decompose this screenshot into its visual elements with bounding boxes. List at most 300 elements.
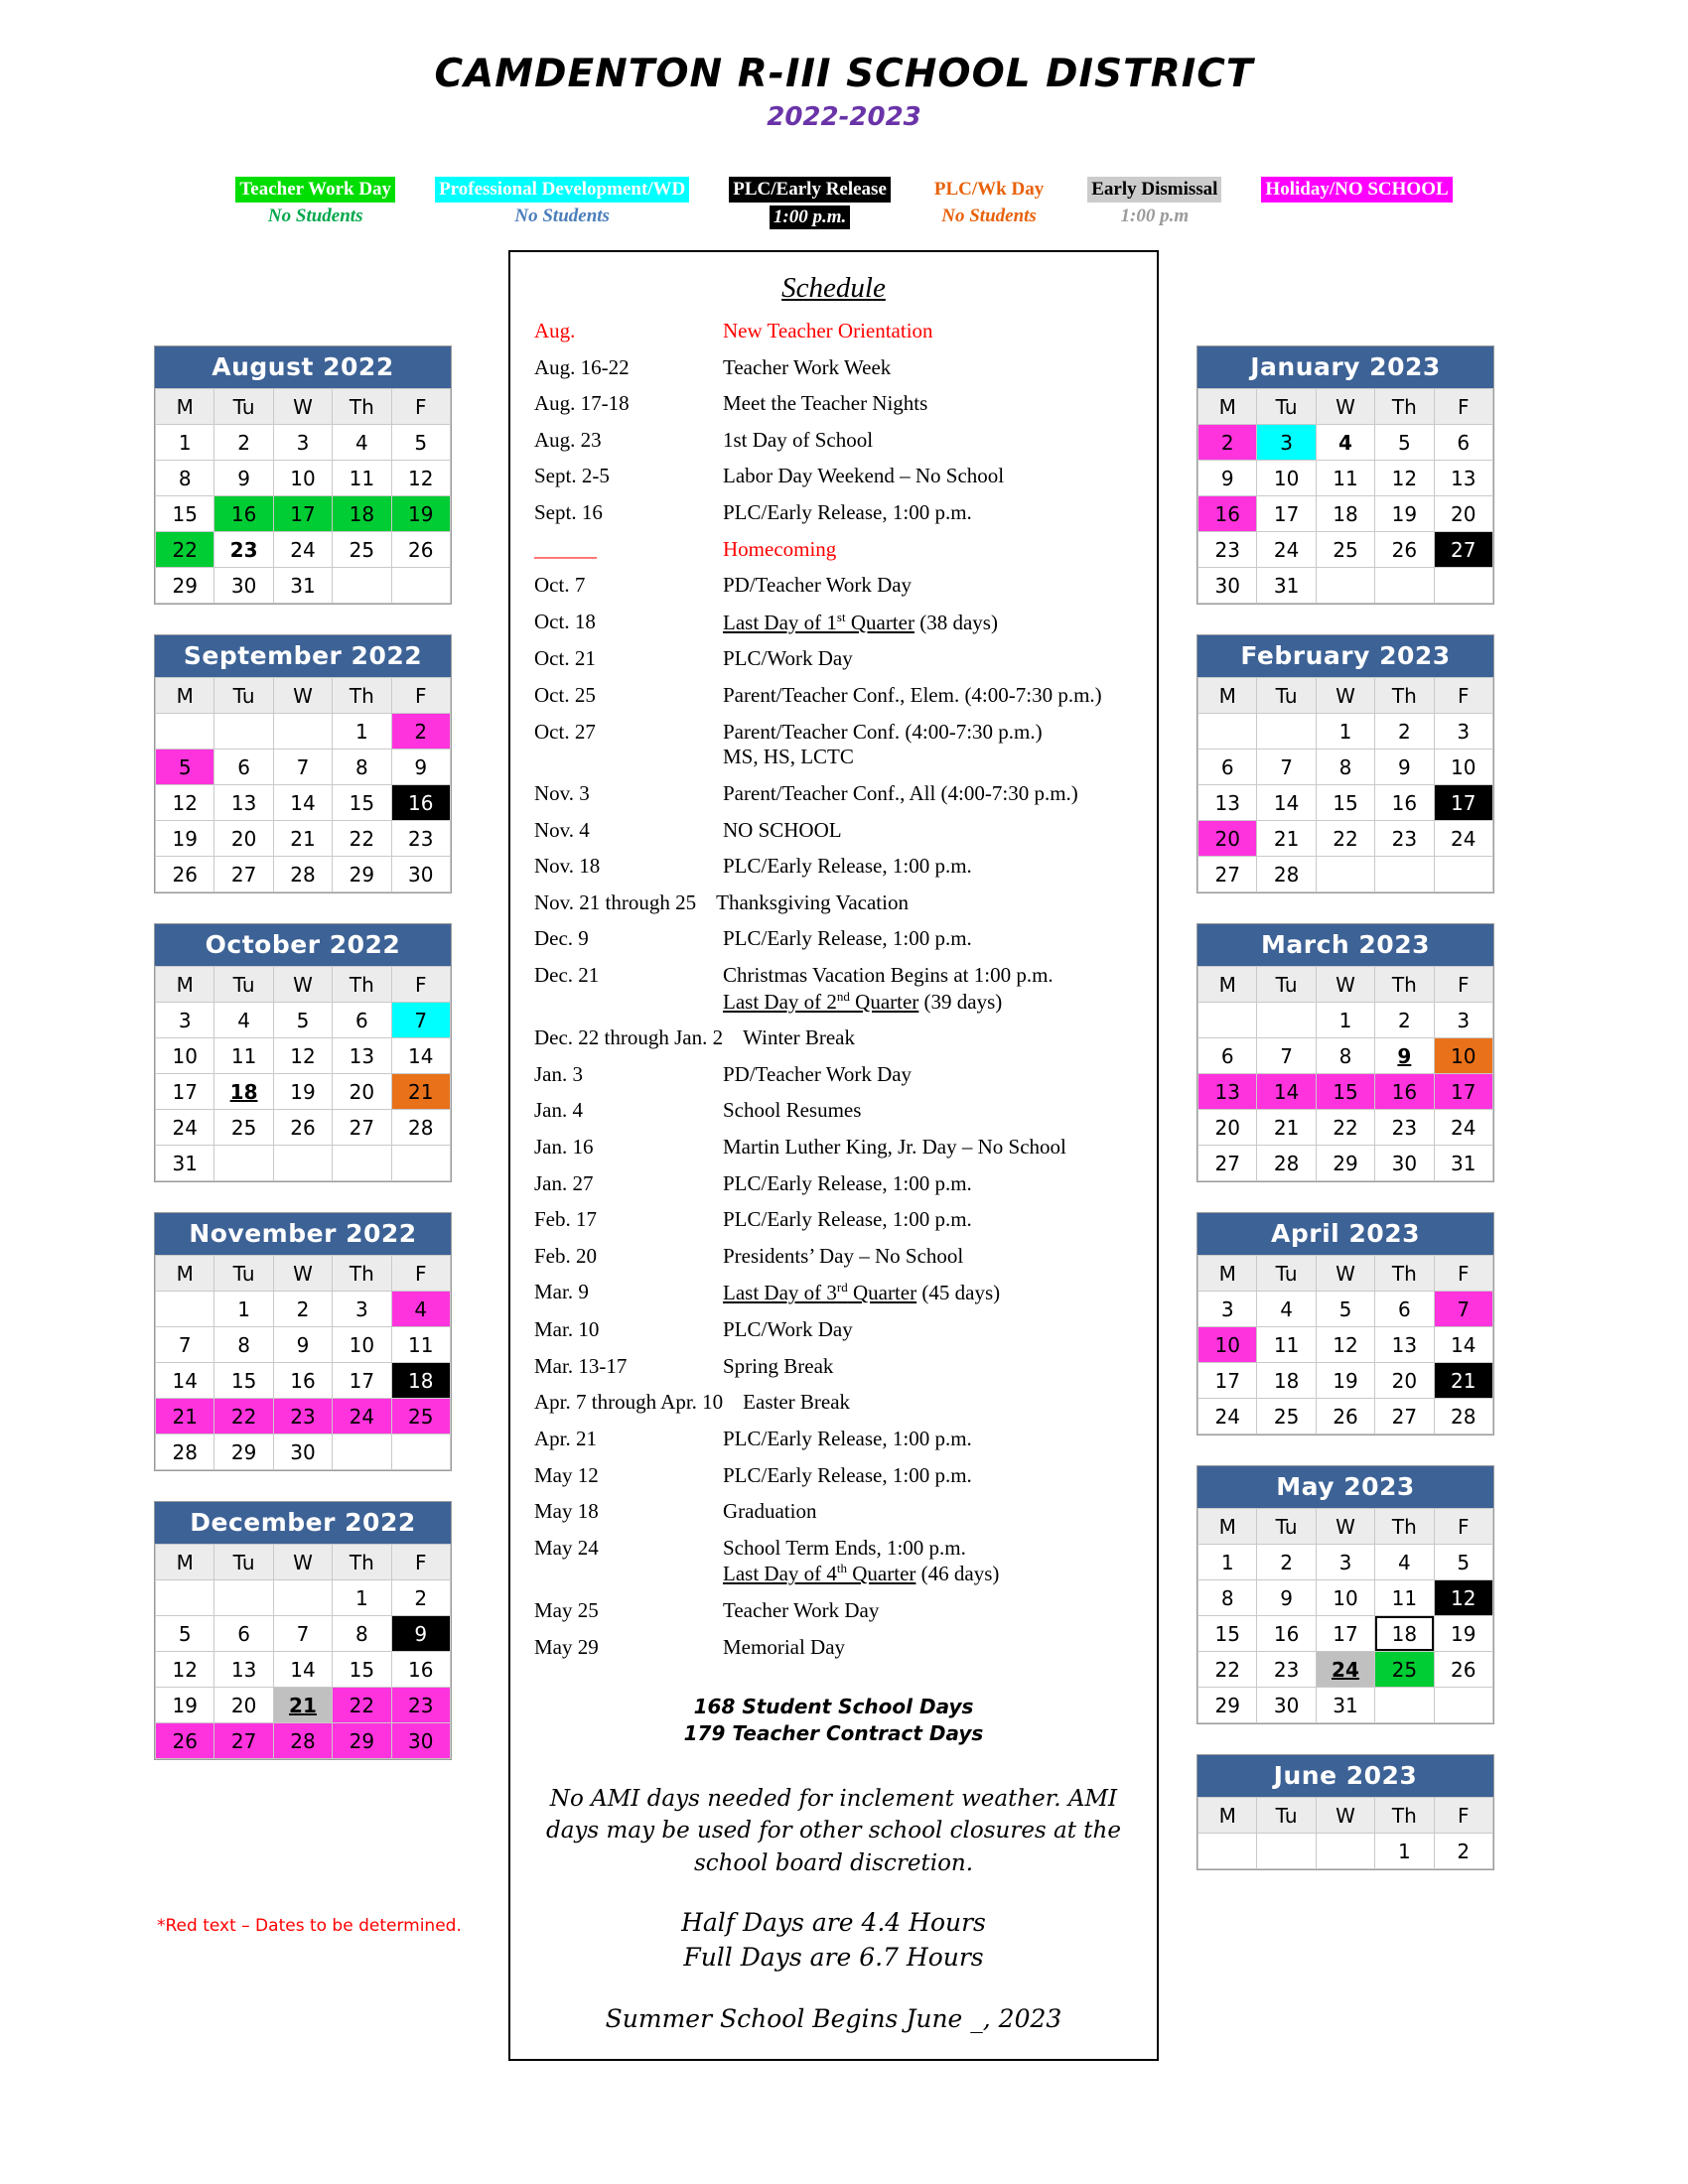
day-cell[interactable]: 24 xyxy=(273,532,332,568)
weekday-header-cell: Th xyxy=(1375,1509,1434,1545)
day-cell[interactable]: 30 xyxy=(214,568,273,604)
schedule-row xyxy=(528,646,1139,672)
day-cell[interactable]: 11 xyxy=(214,1038,273,1074)
day-cell[interactable]: 4 xyxy=(1316,425,1374,461)
day-cell[interactable]: 6 xyxy=(214,1616,273,1652)
weekday-header-cell: Tu xyxy=(214,967,273,1003)
day-cell[interactable]: 19 xyxy=(273,1074,332,1110)
day-cell[interactable]: 30 xyxy=(1375,1146,1434,1181)
empty-day-cell xyxy=(333,1434,391,1470)
week-row xyxy=(1198,857,1493,892)
day-cell[interactable]: 8 xyxy=(333,750,391,785)
day-cell[interactable]: 4 xyxy=(333,425,391,461)
day-cell[interactable]: 28 xyxy=(156,1434,214,1470)
day-cell[interactable]: 16 xyxy=(1375,1074,1434,1110)
day-cell[interactable]: 23 xyxy=(1375,1110,1434,1146)
empty-day-cell xyxy=(333,1146,391,1181)
day-cell[interactable]: 17 xyxy=(333,1363,391,1399)
day-cell[interactable]: 21 xyxy=(156,1399,214,1434)
day-cell[interactable]: 30 xyxy=(1198,568,1257,604)
day-cell[interactable]: 13 xyxy=(214,1652,273,1688)
day-cell[interactable]: 8 xyxy=(214,1327,273,1363)
day-cell[interactable]: 6 xyxy=(1375,1292,1434,1327)
day-cell[interactable]: 29 xyxy=(333,1723,391,1759)
day-cell[interactable]: 20 xyxy=(214,821,273,857)
day-cell[interactable]: 28 xyxy=(1257,857,1316,892)
teacher-days-total: 179 Teacher Contract Days xyxy=(683,1721,984,1746)
schedule-row xyxy=(528,1171,1139,1197)
day-cell[interactable]: 29 xyxy=(333,857,391,892)
day-cell[interactable]: 25 xyxy=(1257,1399,1316,1434)
day-cell[interactable]: 4 xyxy=(1257,1292,1316,1327)
day-cell[interactable]: 5 xyxy=(156,1616,214,1652)
day-cell[interactable]: 6 xyxy=(333,1003,391,1038)
day-cell[interactable]: 8 xyxy=(333,1616,391,1652)
day-cell[interactable]: 7 xyxy=(273,1616,332,1652)
day-cell[interactable]: 7 xyxy=(1434,1292,1492,1327)
day-cell[interactable]: 28 xyxy=(273,1723,332,1759)
day-cell[interactable]: 8 xyxy=(1198,1580,1257,1616)
day-cell[interactable]: 7 xyxy=(1257,750,1316,785)
day-cell[interactable]: 26 xyxy=(1316,1399,1374,1434)
day-cell[interactable]: 17 xyxy=(1257,496,1316,532)
month-grid xyxy=(155,388,451,604)
weekday-header-cell: M xyxy=(1198,1256,1257,1292)
day-cell[interactable]: 19 xyxy=(1316,1363,1374,1399)
day-cell[interactable]: 15 xyxy=(214,1363,273,1399)
day-cell[interactable]: 23 xyxy=(391,821,450,857)
day-cell[interactable]: 2 xyxy=(1257,1545,1316,1580)
legend-item-4 xyxy=(1087,177,1221,227)
day-cell[interactable]: 4 xyxy=(1375,1545,1434,1580)
day-cell[interactable]: 1 xyxy=(1375,1834,1434,1869)
day-cell[interactable]: 1 xyxy=(1198,1545,1257,1580)
day-cell[interactable]: 4 xyxy=(214,1003,273,1038)
day-cell[interactable]: 1 xyxy=(214,1292,273,1327)
weekday-header-cell: Th xyxy=(1375,967,1434,1003)
day-cell[interactable]: 14 xyxy=(1257,1074,1316,1110)
day-cell[interactable]: 21 xyxy=(1257,821,1316,857)
day-cell[interactable]: 25 xyxy=(333,532,391,568)
day-cell[interactable]: 10 xyxy=(1434,750,1492,785)
legend-chip-sublabel: No Students xyxy=(941,205,1037,226)
week-row xyxy=(1198,1545,1493,1580)
day-cell[interactable]: 10 xyxy=(1316,1580,1374,1616)
day-cell[interactable]: 9 xyxy=(1257,1580,1316,1616)
day-cell[interactable]: 26 xyxy=(391,532,450,568)
day-cell[interactable]: 17 xyxy=(1198,1363,1257,1399)
weekday-header-row xyxy=(1198,967,1493,1003)
day-cell[interactable]: 30 xyxy=(391,1723,450,1759)
day-cell[interactable]: 19 xyxy=(156,1688,214,1723)
day-cell[interactable]: 31 xyxy=(273,568,332,604)
schedule-row-date: Oct. 21 xyxy=(534,646,596,671)
day-cell[interactable]: 13 xyxy=(1375,1327,1434,1363)
day-cell[interactable]: 3 xyxy=(1434,714,1492,750)
day-cell[interactable]: 1 xyxy=(333,714,391,750)
schedule-row-date: Mar. 9 xyxy=(534,1280,589,1304)
schedule-row xyxy=(528,355,1139,381)
day-cell[interactable]: 13 xyxy=(1198,1074,1257,1110)
day-cell[interactable]: 5 xyxy=(1316,1292,1374,1327)
day-cell[interactable]: 22 xyxy=(1316,821,1374,857)
day-cell[interactable]: 1 xyxy=(1316,714,1374,750)
weekday-header-cell: Tu xyxy=(214,1545,273,1580)
day-cell[interactable]: 10 xyxy=(1198,1327,1257,1363)
empty-day-cell xyxy=(156,1292,214,1327)
day-cell[interactable]: 9 xyxy=(1198,461,1257,496)
day-cell[interactable]: 2 xyxy=(391,1580,450,1616)
day-cell[interactable]: 18 xyxy=(1375,1616,1434,1652)
day-cell[interactable]: 24 xyxy=(1316,1652,1374,1688)
day-cell[interactable]: 7 xyxy=(391,1003,450,1038)
day-cell[interactable]: 6 xyxy=(214,750,273,785)
weekday-header-cell: W xyxy=(1316,1256,1374,1292)
month-card xyxy=(1196,345,1494,605)
day-cell[interactable]: 9 xyxy=(214,461,273,496)
day-cell[interactable]: 16 xyxy=(1257,1616,1316,1652)
day-cell[interactable]: 28 xyxy=(1434,1399,1492,1434)
day-cell[interactable]: 20 xyxy=(1198,1110,1257,1146)
legend-chip-label: Professional Development/WD xyxy=(435,177,689,203)
day-cell[interactable]: 3 xyxy=(1257,425,1316,461)
day-cell[interactable]: 20 xyxy=(1434,496,1492,532)
day-cell[interactable]: 15 xyxy=(333,1652,391,1688)
month-grid xyxy=(1197,966,1493,1181)
day-cell[interactable]: 22 xyxy=(333,1688,391,1723)
month-card xyxy=(1196,1754,1494,1870)
week-row xyxy=(156,568,451,604)
day-cell[interactable]: 26 xyxy=(1434,1652,1492,1688)
weekday-header-cell: M xyxy=(156,389,214,425)
day-cell[interactable]: 26 xyxy=(156,1723,214,1759)
day-cell[interactable]: 12 xyxy=(156,1652,214,1688)
day-cell[interactable]: 25 xyxy=(1375,1652,1434,1688)
day-cell[interactable]: 14 xyxy=(273,785,332,821)
day-cell[interactable]: 20 xyxy=(1375,1363,1434,1399)
day-cell[interactable]: 8 xyxy=(1316,750,1374,785)
day-cell[interactable]: 15 xyxy=(156,496,214,532)
weekday-header-cell: F xyxy=(1434,389,1492,425)
weekday-header-cell: Tu xyxy=(214,389,273,425)
day-cell[interactable]: 27 xyxy=(333,1110,391,1146)
schedule-row-date: Dec. 21 xyxy=(534,962,600,987)
day-cell[interactable]: 10 xyxy=(273,461,332,496)
day-cell[interactable]: 16 xyxy=(214,496,273,532)
day-cell[interactable]: 22 xyxy=(333,821,391,857)
weekday-header-cell: W xyxy=(1316,1509,1374,1545)
day-cell[interactable]: 2 xyxy=(1375,1003,1434,1038)
week-row xyxy=(156,1003,451,1038)
day-cell[interactable]: 23 xyxy=(1198,532,1257,568)
weekday-header-cell: F xyxy=(391,1256,450,1292)
day-cell[interactable]: 29 xyxy=(156,568,214,604)
day-cell[interactable]: 6 xyxy=(1198,750,1257,785)
day-cell[interactable]: 2 xyxy=(273,1292,332,1327)
day-cell[interactable]: 21 xyxy=(1434,1363,1492,1399)
day-cell[interactable]: 5 xyxy=(1434,1545,1492,1580)
day-cell[interactable]: 24 xyxy=(1434,1110,1492,1146)
day-cell[interactable]: 25 xyxy=(214,1110,273,1146)
day-cell[interactable]: 7 xyxy=(156,1327,214,1363)
week-row xyxy=(1198,750,1493,785)
day-cell[interactable]: 13 xyxy=(333,1038,391,1074)
day-cell[interactable]: 10 xyxy=(1434,1038,1492,1074)
day-cell[interactable]: 13 xyxy=(1198,785,1257,821)
schedule-row-date: Feb. 17 xyxy=(534,1207,597,1232)
week-row xyxy=(1198,1327,1493,1363)
day-cell[interactable]: 23 xyxy=(391,1688,450,1723)
day-cell[interactable]: 7 xyxy=(273,750,332,785)
day-cell[interactable]: 18 xyxy=(1257,1363,1316,1399)
day-cell[interactable]: 2 xyxy=(214,425,273,461)
weekday-header-cell: Tu xyxy=(1257,1798,1316,1834)
day-cell[interactable]: 3 xyxy=(1316,1545,1374,1580)
day-cell[interactable]: 7 xyxy=(1257,1038,1316,1074)
day-cell[interactable]: 8 xyxy=(1316,1038,1374,1074)
day-cell[interactable]: 27 xyxy=(1198,1146,1257,1181)
day-cell[interactable]: 18 xyxy=(214,1074,273,1110)
empty-day-cell xyxy=(273,714,332,750)
day-cell[interactable]: 18 xyxy=(333,496,391,532)
day-cell[interactable]: 2 xyxy=(1434,1834,1492,1869)
day-cell[interactable]: 13 xyxy=(1434,461,1492,496)
day-cell[interactable]: 17 xyxy=(273,496,332,532)
day-cell[interactable]: 3 xyxy=(156,1003,214,1038)
day-cell[interactable]: 14 xyxy=(156,1363,214,1399)
day-cell[interactable]: 19 xyxy=(1375,496,1434,532)
schedule-row xyxy=(528,1244,1139,1270)
day-cell[interactable]: 27 xyxy=(214,1723,273,1759)
day-cell[interactable]: 23 xyxy=(214,532,273,568)
day-cell[interactable]: 15 xyxy=(1316,785,1374,821)
day-cell[interactable]: 17 xyxy=(1434,1074,1492,1110)
schedule-row xyxy=(528,890,1139,916)
weekday-header-cell: Tu xyxy=(1257,1256,1316,1292)
student-days-total: 168 Student School Days xyxy=(693,1695,974,1719)
schedule-row-description: PLC/Early Release, 1:00 p.m. xyxy=(723,1426,972,1450)
day-cell[interactable]: 5 xyxy=(156,750,214,785)
day-cell[interactable]: 8 xyxy=(156,461,214,496)
weekday-header-cell: Th xyxy=(1375,1798,1434,1834)
day-cell[interactable]: 25 xyxy=(391,1399,450,1434)
day-cell[interactable]: 10 xyxy=(1257,461,1316,496)
day-cell[interactable]: 18 xyxy=(1316,496,1374,532)
day-cell[interactable]: 12 xyxy=(391,461,450,496)
day-cell[interactable]: 21 xyxy=(273,821,332,857)
day-cell[interactable]: 16 xyxy=(1375,785,1434,821)
day-cell[interactable]: 20 xyxy=(333,1074,391,1110)
day-cell[interactable]: 19 xyxy=(391,496,450,532)
day-cell[interactable]: 22 xyxy=(214,1399,273,1434)
weekday-header-cell: M xyxy=(1198,389,1257,425)
day-cell[interactable]: 14 xyxy=(1434,1327,1492,1363)
schedule-row-date: Sept. 2-5 xyxy=(534,464,610,488)
day-cell[interactable]: 14 xyxy=(391,1038,450,1074)
month-grid xyxy=(155,677,451,892)
month-card xyxy=(1196,634,1494,893)
day-cell[interactable]: 19 xyxy=(156,821,214,857)
day-cell[interactable]: 1 xyxy=(1316,1003,1374,1038)
day-cell[interactable]: 19 xyxy=(1434,1616,1492,1652)
week-row xyxy=(1198,821,1493,857)
day-cell[interactable]: 12 xyxy=(273,1038,332,1074)
day-cell[interactable]: 6 xyxy=(1198,1038,1257,1074)
day-cell[interactable]: 9 xyxy=(391,1616,450,1652)
day-cell[interactable]: 29 xyxy=(1316,1146,1374,1181)
day-cell[interactable]: 28 xyxy=(391,1110,450,1146)
day-cell[interactable]: 10 xyxy=(156,1038,214,1074)
day-cell[interactable]: 22 xyxy=(1316,1110,1374,1146)
weekday-header-cell: Th xyxy=(1375,678,1434,714)
day-cell[interactable]: 10 xyxy=(333,1327,391,1363)
day-cell[interactable]: 30 xyxy=(391,857,450,892)
day-cell[interactable]: 23 xyxy=(1375,821,1434,857)
schedule-row xyxy=(528,1463,1139,1489)
schedule-row-description: Teacher Work Week xyxy=(723,354,892,379)
day-cell[interactable]: 27 xyxy=(1198,857,1257,892)
day-cell[interactable]: 12 xyxy=(1375,461,1434,496)
day-cell[interactable]: 1 xyxy=(156,425,214,461)
schedule-row-description: Meet the Teacher Nights xyxy=(723,391,928,416)
day-cell[interactable]: 18 xyxy=(391,1363,450,1399)
schedule-row-description: Memorial Day xyxy=(723,1634,846,1659)
day-hours xyxy=(528,1905,1139,1975)
day-cell[interactable]: 24 xyxy=(156,1110,214,1146)
day-cell[interactable]: 27 xyxy=(1434,532,1492,568)
day-cell[interactable]: 15 xyxy=(1198,1616,1257,1652)
day-cell[interactable]: 3 xyxy=(333,1292,391,1327)
weekday-header-cell: Th xyxy=(333,967,391,1003)
day-cell[interactable]: 31 xyxy=(1257,568,1316,604)
day-cell[interactable]: 9 xyxy=(1375,1038,1434,1074)
weekday-header-cell: M xyxy=(1198,678,1257,714)
day-cell[interactable]: 12 xyxy=(156,785,214,821)
day-cell[interactable]: 6 xyxy=(1434,425,1492,461)
empty-day-cell xyxy=(1375,857,1434,892)
schedule-rows xyxy=(528,319,1139,1660)
day-cell[interactable]: 9 xyxy=(1375,750,1434,785)
day-cell[interactable]: 16 xyxy=(1198,496,1257,532)
day-cell[interactable]: 12 xyxy=(1316,1327,1374,1363)
day-cell[interactable]: 16 xyxy=(391,785,450,821)
day-cell[interactable]: 11 xyxy=(1316,461,1374,496)
day-cell[interactable]: 5 xyxy=(273,1003,332,1038)
day-cell[interactable]: 24 xyxy=(333,1399,391,1434)
school-year-subtitle: 2022-2023 xyxy=(767,102,921,132)
day-cell[interactable]: 17 xyxy=(1316,1616,1374,1652)
day-cell[interactable]: 14 xyxy=(1257,785,1316,821)
day-cell[interactable]: 9 xyxy=(273,1327,332,1363)
week-row xyxy=(1198,1003,1493,1038)
day-cell[interactable]: 26 xyxy=(273,1110,332,1146)
month-grid xyxy=(1197,1508,1493,1723)
day-cell[interactable]: 11 xyxy=(391,1327,450,1363)
empty-day-cell xyxy=(1434,568,1492,604)
day-cell[interactable]: 31 xyxy=(1434,1146,1492,1181)
schedule-row-date: Jan. 16 xyxy=(534,1135,594,1160)
day-cell[interactable]: 4 xyxy=(391,1292,450,1327)
day-cell[interactable]: 22 xyxy=(156,532,214,568)
day-cell[interactable]: 29 xyxy=(214,1434,273,1470)
schedule-row-date: Mar. 10 xyxy=(534,1317,600,1342)
day-cell[interactable]: 12 xyxy=(1434,1580,1492,1616)
day-cell[interactable]: 15 xyxy=(333,785,391,821)
day-cell[interactable]: 31 xyxy=(156,1146,214,1181)
day-cell[interactable]: 17 xyxy=(1434,785,1492,821)
day-cell[interactable]: 27 xyxy=(214,857,273,892)
schedule-row-date: Nov. 18 xyxy=(534,854,601,879)
empty-day-cell xyxy=(1434,1688,1492,1723)
day-cell[interactable]: 22 xyxy=(1198,1652,1257,1688)
day-cell[interactable]: 15 xyxy=(1316,1074,1374,1110)
week-row xyxy=(1198,1292,1493,1327)
day-cell[interactable]: 2 xyxy=(1198,425,1257,461)
day-cell[interactable]: 20 xyxy=(214,1688,273,1723)
day-cell[interactable]: 16 xyxy=(273,1363,332,1399)
day-cell[interactable]: 30 xyxy=(273,1434,332,1470)
day-cell[interactable]: 20 xyxy=(1198,821,1257,857)
day-cell[interactable]: 25 xyxy=(1316,532,1374,568)
day-cell[interactable]: 31 xyxy=(1316,1688,1374,1723)
day-cell[interactable]: 23 xyxy=(1257,1652,1316,1688)
day-cell[interactable]: 24 xyxy=(1434,821,1492,857)
day-cell[interactable]: 24 xyxy=(1257,532,1316,568)
day-cell[interactable]: 11 xyxy=(1257,1327,1316,1363)
day-cell[interactable]: 24 xyxy=(1198,1399,1257,1434)
weekday-header-cell: Tu xyxy=(1257,678,1316,714)
day-cell[interactable]: 5 xyxy=(391,425,450,461)
day-cell[interactable]: 17 xyxy=(156,1074,214,1110)
day-cell[interactable]: 9 xyxy=(391,750,450,785)
schedule-row xyxy=(528,1635,1139,1661)
day-cell[interactable]: 21 xyxy=(391,1074,450,1110)
schedule-row xyxy=(528,1207,1139,1233)
month-card xyxy=(1196,1212,1494,1435)
day-cell[interactable]: 23 xyxy=(273,1399,332,1434)
schedule-row xyxy=(528,1427,1139,1452)
day-cell[interactable]: 16 xyxy=(391,1652,450,1688)
schedule-row xyxy=(528,720,1139,770)
week-row xyxy=(1198,1399,1493,1434)
day-cell[interactable]: 30 xyxy=(1257,1688,1316,1723)
day-cell[interactable]: 3 xyxy=(273,425,332,461)
day-cell[interactable]: 11 xyxy=(1375,1580,1434,1616)
day-cell[interactable]: 28 xyxy=(273,857,332,892)
day-cell[interactable]: 2 xyxy=(1375,714,1434,750)
day-cell[interactable]: 1 xyxy=(333,1580,391,1616)
day-cell[interactable]: 27 xyxy=(1375,1399,1434,1434)
day-cell[interactable]: 3 xyxy=(1198,1292,1257,1327)
day-cell[interactable]: 2 xyxy=(391,714,450,750)
day-cell[interactable]: 21 xyxy=(1257,1110,1316,1146)
day-cell[interactable]: 5 xyxy=(1375,425,1434,461)
day-cell[interactable]: 11 xyxy=(333,461,391,496)
schedule-row xyxy=(528,428,1139,454)
week-row xyxy=(1198,1688,1493,1723)
weekday-header-cell: M xyxy=(1198,1798,1257,1834)
day-cell[interactable]: 28 xyxy=(1257,1146,1316,1181)
day-cell[interactable]: 14 xyxy=(273,1652,332,1688)
day-cell[interactable]: 21 xyxy=(273,1688,332,1723)
month-grid xyxy=(155,966,451,1181)
week-row xyxy=(156,1038,451,1074)
day-cell[interactable]: 3 xyxy=(1434,1003,1492,1038)
day-cell[interactable]: 13 xyxy=(214,785,273,821)
day-cell[interactable]: 26 xyxy=(1375,532,1434,568)
day-cell[interactable]: 29 xyxy=(1198,1688,1257,1723)
day-cell[interactable]: 26 xyxy=(156,857,214,892)
